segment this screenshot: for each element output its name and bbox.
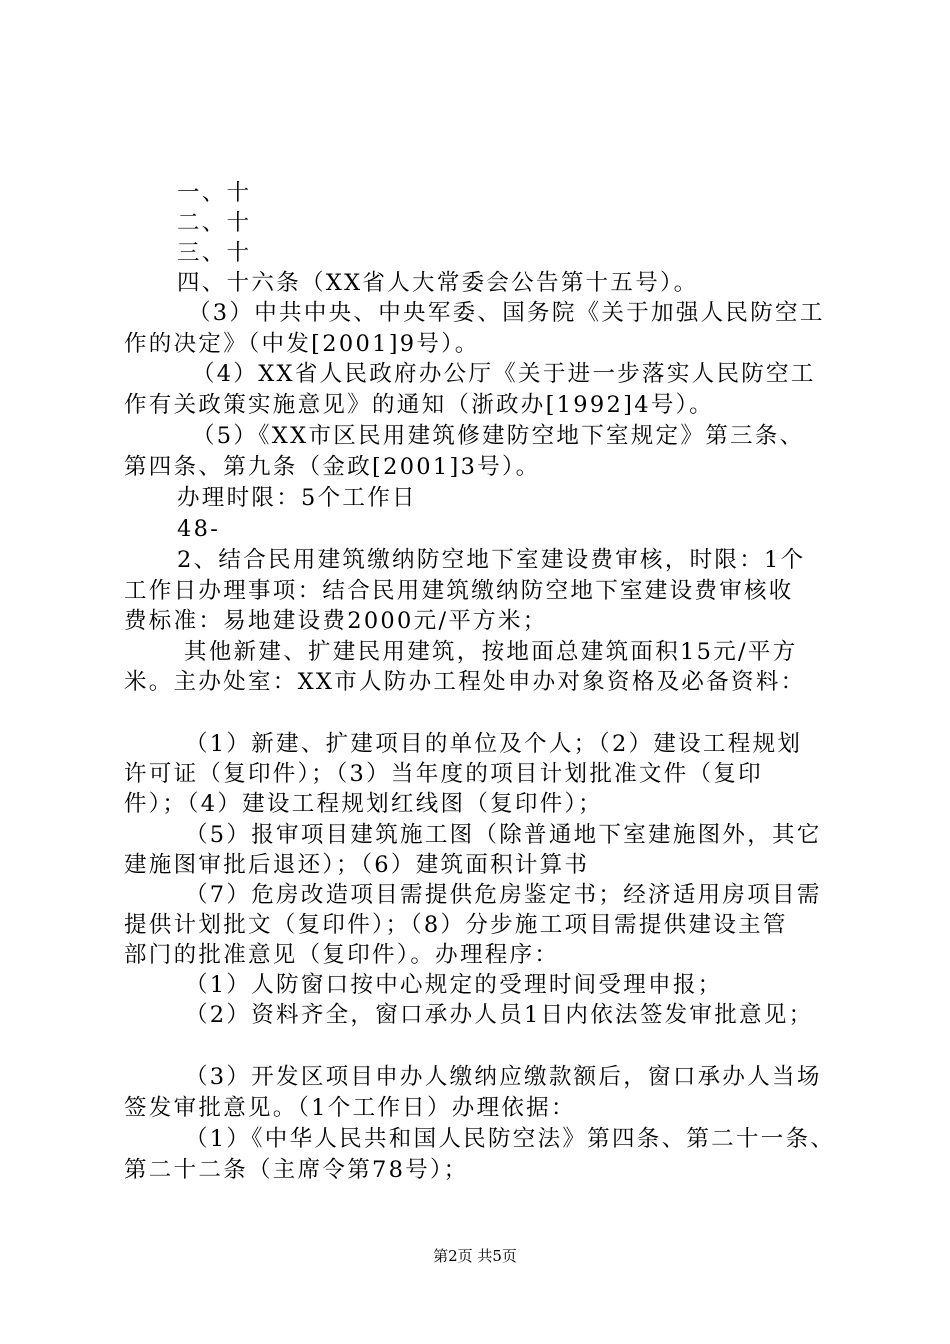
text-line: 许可证（复印件）；（3）当年度的项目计划批准文件（复印 (124, 761, 763, 787)
text-line: 一、十 (177, 180, 252, 206)
text-line: （1）人防窗口按中心规定的受理时间受理申报； (185, 972, 723, 998)
text-line: 作的决定》（中发[2001]9号）。 (124, 331, 480, 357)
text-line: 建施图审批后退还）；（6）建筑面积计算书 (124, 852, 590, 878)
text-line: 第四条、第九条（金政[2001]3号）。 (124, 454, 541, 480)
text-line: 部门的批准意见（复印件）。办理程序： (124, 942, 560, 968)
text-line: （5）报审项目建筑施工图（除普通地下室建施图外，其它 (185, 822, 822, 848)
text-line: 第二十二条（主席令第78号）； (124, 1157, 469, 1183)
text-line: 二、十 (177, 210, 252, 236)
text-line: 四、十六条（XX省人大常委会公告第十五号）。 (177, 270, 699, 296)
text-line: （4）XX省人民政府办公厅《关于进一步落实人民防空工 (192, 361, 816, 387)
text-line: 办理时限：5个工作日 (177, 485, 417, 511)
text-line: 48- (177, 516, 221, 542)
text-line: 作有关政策实施意见》的通知（浙政办[1992]4号）。 (124, 392, 714, 418)
text-line: 费标准：易地建设费2000元/平方米； (124, 608, 548, 634)
text-line: 三、十 (177, 240, 252, 266)
page-number-footer: 第2页 共5页 (433, 1247, 517, 1265)
text-line: （1）新建、扩建项目的单位及个人；（2）建设工程规划 (185, 731, 803, 757)
text-line: （1）《中华人民共和国人民防空法》第四条、第二十一条、 (185, 1126, 836, 1152)
text-line: （7）危房改造项目需提供危房鉴定书；经济适用房项目需 (185, 882, 822, 908)
text-line: 其他新建、扩建民用建筑，按地面总建筑面积15元/平方 (184, 639, 798, 665)
text-line: 工作日办理事项：结合民用建筑缴纳防空地下室建设费审核收 (124, 578, 794, 604)
text-line: 2、结合民用建筑缴纳防空地下室建设费审核，时限：1个 (177, 547, 806, 573)
text-line: （3）开发区项目申办人缴纳应缴款额后，窗口承办人当场 (185, 1064, 822, 1090)
text-line: 签发审批意见。（1个工作日）办理依据： (124, 1095, 576, 1121)
text-line: （5）《XX市区民用建筑修建防空地下室规定》第三条、 (192, 423, 805, 449)
text-line: 件）；（4）建设工程规划红线图（复印件）； (124, 791, 603, 817)
text-line: （3）中共中央、中央军委、国务院《关于加强人民防空工 (188, 300, 825, 326)
text-line: 提供计划批文（复印件）；（8）分步施工项目需提供建设主管 (124, 912, 788, 938)
text-line: （2）资料齐全，窗口承办人员1日内依法签发审批意见； (185, 1002, 814, 1028)
text-line: 米。主办处室：XX市人防办工程处申办对象资格及必备资料： (124, 669, 806, 695)
